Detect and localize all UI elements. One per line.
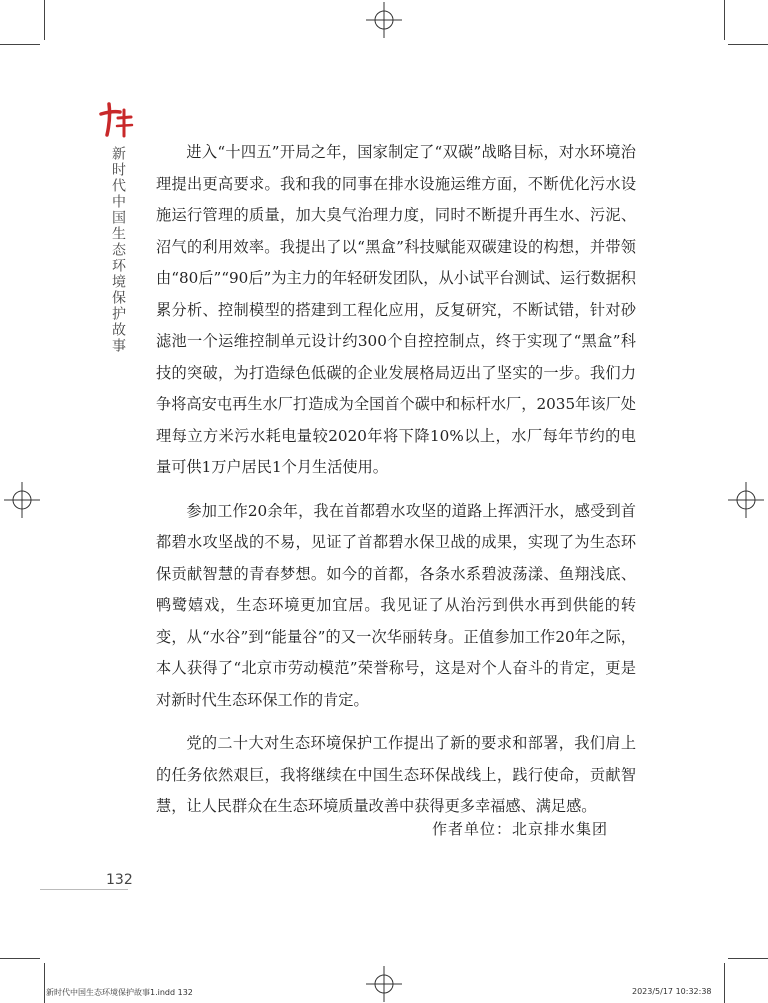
registration-mark-icon <box>728 482 764 518</box>
paragraph: 进入“十四五”开局之年，国家制定了“双碳”战略目标，对水环境治理提出更高要求。我和我的同事在排水设施运维方面，不断优化污水设施运行管理的质量，加大臭气治理力度，同时不断提升再生水、污泥、沼气的利用效率。我提出了以“黑盒”科技赋能双碳建设的构想，并带领由“80后”“90后”为主力的年轻研发团队，从小试平台测试、运行数据积累分析、控制模型的搭建到工程化应用，反复研究，不断试错，针对砂滤池一个运维控制单元设计约300个自控控制点，终于实现了“黑盒”科技的突破，为打造绿色低碳的企业发展格局迈出了坚实的一步。我们力争将高安屯再生水厂打造成为全国首个碳中和标杆水厂，2035年该厂处理每立方米污水耗电量较2020年将下降10%以上，水厂每年节约的电量可供1万户居民1个月生活使用。 <box>156 143 636 476</box>
paragraph: 参加工作20余年，我在首都碧水攻坚的道路上挥洒汗水，感受到首都碧水攻坚战的不易，见证了首都碧水保卫战的成果，实现了为生态环保贡献智慧的青春梦想。如今的首都，各条水系碧波荡漾、鱼翔浅底、鸭鹭嬉戏，生态环境更加宜居。我见证了从治污到供水再到供能的转变，从“水谷”到“能量谷”的又一次华丽转身。正值参加工作20年之际，本人获得了“北京市劳动模范”荣誉称号，这是对个人奋斗的肯定，更是对新时代生态环保工作的肯定。 <box>156 501 636 709</box>
crop-mark <box>728 958 768 959</box>
page-number: 132 <box>106 872 133 888</box>
sidebar-title: 新时代中国生态环境保护故事 <box>110 146 126 354</box>
ten-years-logo-icon <box>98 102 134 138</box>
crop-mark <box>44 0 45 40</box>
paragraph: 党的二十大对生态环境保护工作提出了新的要求和部署，我们肩上的任务依然艰巨，我将继续在中国生态环保战线上，践行使命，贡献智慧，让人民群众在生态环境质量改善中获得更多幸福感、满足感。 <box>156 734 636 815</box>
crop-mark <box>724 963 725 1003</box>
crop-mark <box>724 0 725 40</box>
crop-mark <box>728 44 768 45</box>
crop-mark <box>44 963 45 1003</box>
print-slug-left: 新时代中国生态环境保护故事1.indd 132 <box>46 988 193 997</box>
crop-mark <box>0 44 40 45</box>
crop-mark <box>0 958 40 959</box>
article-body <box>156 137 636 835</box>
print-slug-right: 2023/5/17 10:32:38 <box>632 987 712 996</box>
page-number-rule <box>40 889 128 890</box>
author-affiliation: 作者单位：北京排水集团 <box>431 820 608 838</box>
registration-mark-icon <box>4 482 40 518</box>
registration-mark-icon <box>366 2 402 38</box>
registration-mark-icon <box>366 966 402 1002</box>
